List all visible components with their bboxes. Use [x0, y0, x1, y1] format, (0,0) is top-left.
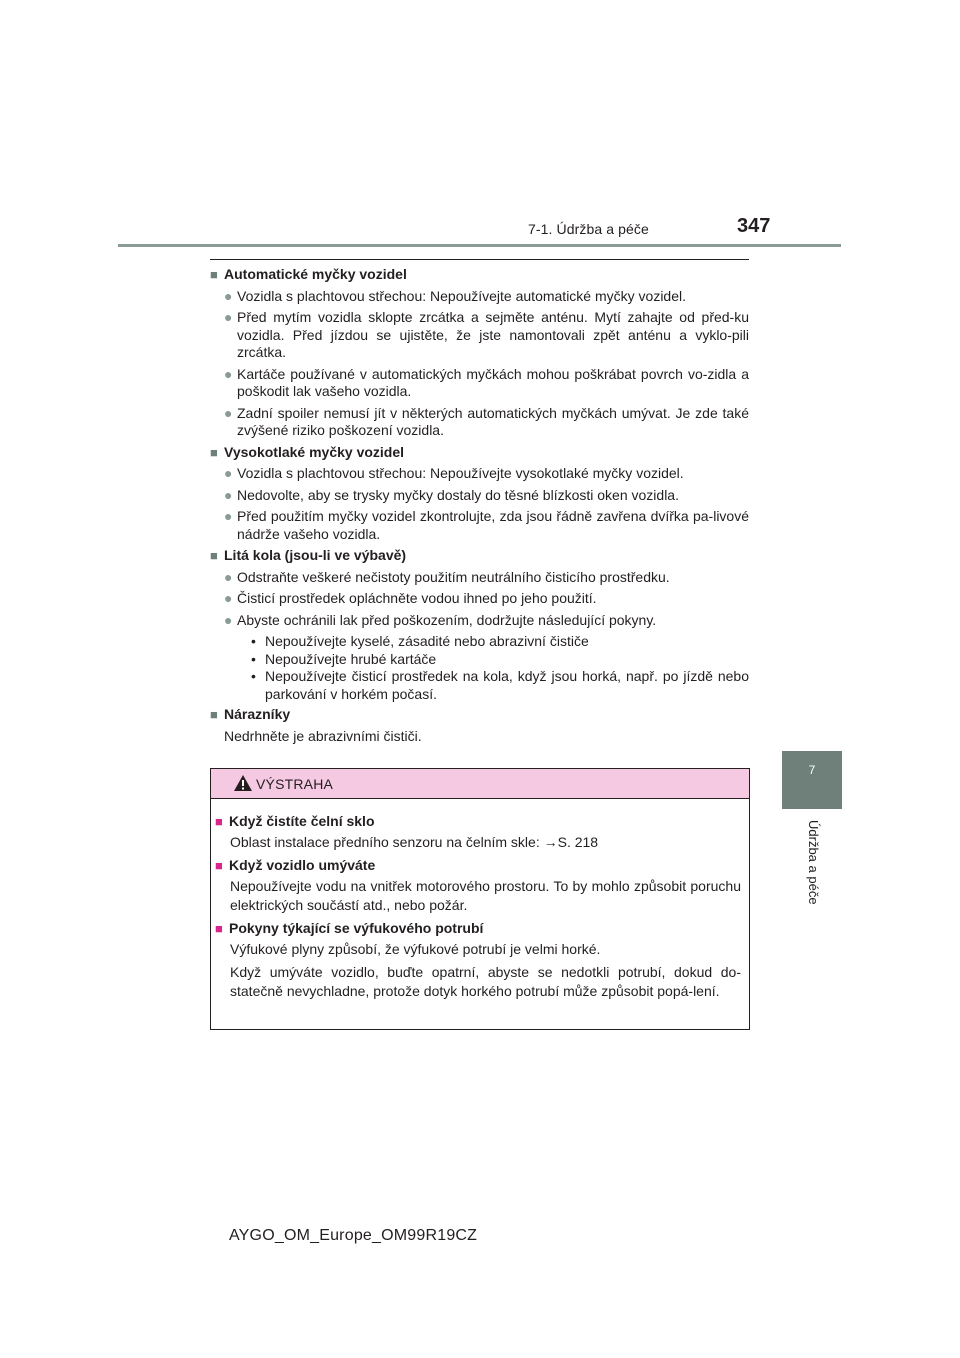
list-item: ● Odstraňte veškeré nečistoty použitím neutrálního čisticího prostředku. — [224, 568, 670, 585]
section-heading: ■ Automatické myčky vozidel — [210, 266, 407, 282]
page-number: 347 — [737, 215, 771, 237]
square-bullet-icon: ■ — [210, 548, 218, 563]
square-bullet-icon: ■ — [215, 814, 223, 829]
warning-paragraph: Oblast instalace předního senzoru na čelním skle: →S. 218 — [230, 834, 599, 850]
warning-heading: ■ Když čistíte čelní sklo — [215, 813, 375, 829]
round-bullet-icon: ● — [224, 486, 233, 503]
square-bullet-icon: ■ — [210, 267, 218, 282]
square-bullet-icon: ■ — [210, 444, 218, 460]
round-bullet-icon: ● — [224, 365, 233, 382]
list-item: ● Abyste ochránili lak před poškozením, dodržujte následující pokyny. — [224, 611, 657, 628]
document-code: AYGO_OM_Europe_OM99R19CZ — [229, 1227, 478, 1244]
list-item: ● Zadní spoiler nemusí jít v některých automatických myčkách umývat. Je zde také zvýšené riziko poškození vozidla. — [224, 404, 749, 438]
sub-list-item: • Nepoužívejte čisticí prostředek na kola, když jsou horká, např. po jízdě nebo parkování v horkém počasí. — [251, 668, 749, 702]
list-item: ● Vozidla s plachtovou střechou: Nepoužívejte automatické myčky vozidel. — [224, 287, 687, 304]
sub-list-item: • Nepoužívejte kyselé, zásadité nebo abrazivní čističe — [251, 633, 589, 649]
list-item: ● Čisticí prostředek opláchněte vodou ihned po jeho použití. — [224, 590, 597, 606]
warning-header — [211, 769, 749, 799]
round-bullet-icon: ● — [224, 568, 233, 585]
list-item: ● Před použitím myčky vozidel zkontrolujte, zda jsou řádně zavřena dvířka pa-livové nádrže vašeho vozidla. — [224, 508, 749, 542]
warning-body — [215, 812, 741, 1005]
chapter-label: Údržba a péče — [806, 820, 821, 905]
content-top-rule — [210, 259, 749, 260]
warning-paragraph: Nepoužívejte vodu na vnitřek motorového prostoru. To by mohlo způsobit poruchu elektrických součástí atd., nebo požár. — [230, 878, 741, 913]
chapter-tab[interactable] — [782, 751, 842, 809]
list-item: ● Kartáče používané v automatických myčkách mohou poškrábat povrch vo-zidla a poškodit lak vašeho vozidla. — [224, 365, 749, 399]
main-content — [210, 266, 749, 749]
sub-list-item: • Nepoužívejte hrubé kartáče — [251, 650, 437, 667]
section-title: 7-1. Údržba a péče — [528, 221, 649, 237]
round-bullet-icon: ● — [224, 404, 233, 421]
square-bullet-icon: ■ — [210, 707, 218, 722]
chapter-number: 7 — [808, 763, 816, 777]
round-bullet-icon: ● — [224, 590, 233, 606]
warning-triangle-icon — [233, 774, 253, 792]
header-rule — [118, 244, 841, 247]
list-item: ● Vozidla s plachtovou střechou: Nepoužívejte vysokotlaké myčky vozidel. — [224, 465, 684, 481]
warning-box — [210, 768, 750, 1030]
section-heading: ■ Nárazníky — [210, 706, 291, 722]
warning-title: VÝSTRAHA — [256, 776, 334, 792]
section-heading: ■ Vysokotlaké myčky vozidel — [210, 443, 405, 460]
list-item: ● Před mytím vozidla sklopte zrcátka a sejměte anténu. Mytí zahajte od před-ku vozidla. Před jízdou se ujistěte, že jste namontovali zpět anténu a vyklo-pili zrcátka. — [224, 309, 749, 360]
warning-heading: ■ Pokyny týkající se výfukového potrubí — [215, 920, 484, 936]
round-bullet-icon: ● — [224, 309, 233, 325]
square-bullet-icon: ■ — [215, 858, 223, 873]
warning-paragraph: Když umýváte vozidlo, buďte opatrní, abyste se nedotkli potrubí, dokud do-statečně nevychladne, protože dotyk horkého potrubí může způsobit popá-lení. — [230, 964, 741, 999]
round-bullet-icon: ● — [224, 287, 233, 304]
warning-paragraph: Výfukové plyny způsobí, že výfukové potrubí je velmi horké. — [230, 941, 601, 957]
warning-heading: ■ Když vozidlo umýváte — [215, 857, 376, 873]
list-item: ● Nedovolte, aby se trysky myčky dostaly do těsné blízkosti oken vozidla. — [224, 486, 679, 503]
round-bullet-icon: ● — [224, 508, 233, 524]
round-bullet-icon: ● — [224, 465, 233, 481]
section-heading: ■ Litá kola (jsou-li ve výbavě) — [210, 547, 407, 563]
round-bullet-icon: ● — [224, 611, 233, 628]
square-bullet-icon: ■ — [215, 921, 223, 936]
section-text: Nedrhněte je abrazivními čističi. — [224, 727, 422, 744]
